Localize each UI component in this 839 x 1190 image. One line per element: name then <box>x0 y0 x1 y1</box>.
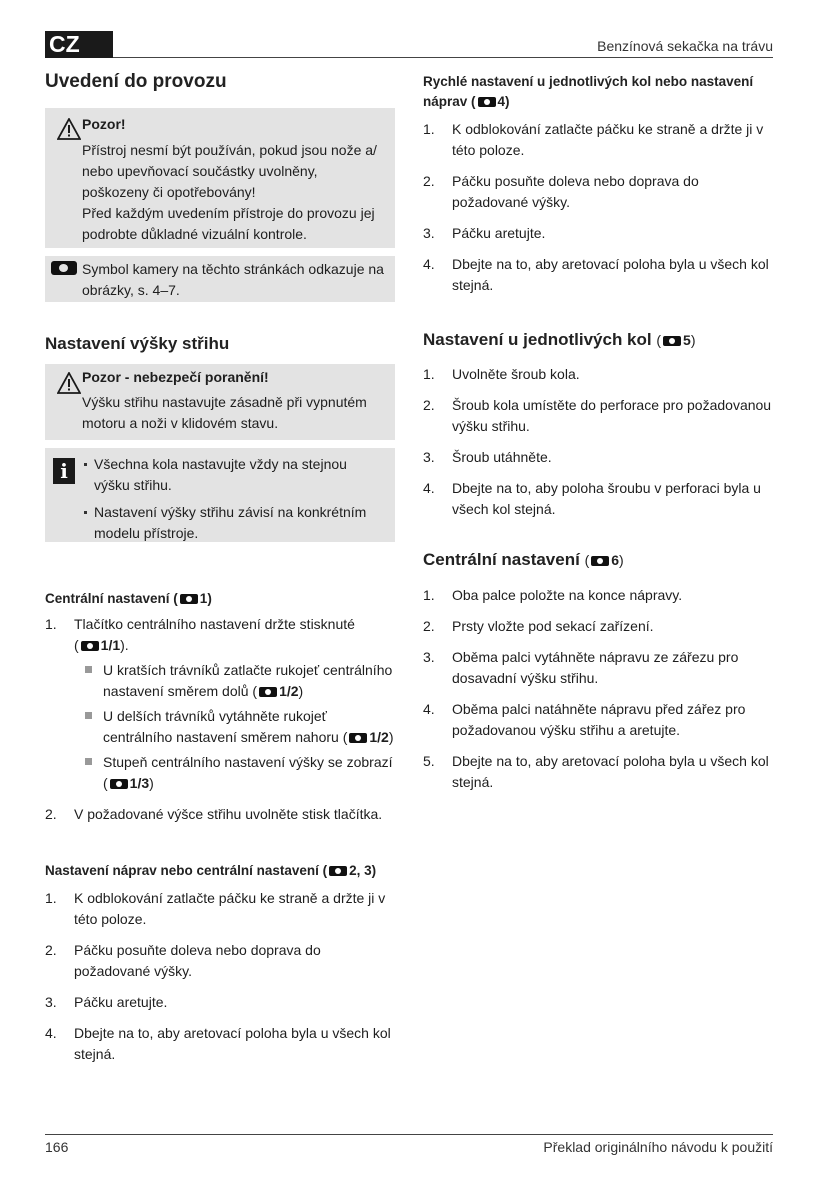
step-item: 3. Šroub utáhněte. <box>423 449 552 465</box>
camera-icon <box>329 866 347 876</box>
step-item: 2. Páčku posuňte doleva nebo doprava do požadované výšky. <box>45 942 321 979</box>
warning-text-2: Před každým uvedením přístroje do provozu jej podrobte důkladné vizuální kontrole. <box>82 205 375 242</box>
section-title-single: Nastavení u jednotlivých kol ( 5) <box>423 330 696 349</box>
camera-note-text: Symbol kamery na těchto stránkách odkazuje na obrázky, s. 4–7. <box>82 261 384 298</box>
step-text: Dbejte na to, aby poloha šroubu v perforaci byla u všech kol stejná. <box>452 480 761 517</box>
step-text: Prsty vložte pod sekací zařízení. <box>452 618 654 634</box>
figure-ref: 2, 3 <box>349 863 372 878</box>
warning-box-injury <box>45 364 395 440</box>
warning-title: Pozor! <box>82 116 126 132</box>
warning-icon <box>57 372 81 394</box>
central-steps <box>45 614 395 835</box>
step-item: 1. K odblokování zatlačte páčku ke straně a držte ji v této poloze. <box>423 121 764 158</box>
step-item: 4. Dbejte na to, aby aretovací poloha byla u všech kol stejná. <box>423 256 769 293</box>
step-item: 1. Uvolněte šroub kola. <box>423 366 580 382</box>
step-item: 2. Prsty vložte pod sekací zařízení. <box>423 618 654 634</box>
step-item: 3. Páčku aretujte. <box>423 225 546 241</box>
camera-note-box <box>45 256 395 302</box>
section-title-text: Centrální nastavení <box>423 550 580 569</box>
sub-step-text: U kratších trávníků zatlačte rukojeť centrálního nastavení směrem dolů ( <box>103 662 393 699</box>
step-item: 5. Dbejte na to, aby aretovací poloha byla u všech kol stejná. <box>423 753 769 790</box>
subheading-text: Nastavení náprav nebo centrální nastavení ( <box>45 863 328 878</box>
warning-box-pozor <box>45 108 395 248</box>
figure-ref: 1/2 <box>279 683 299 699</box>
camera-icon <box>259 687 277 697</box>
step-item: 4. Dbejte na to, aby poloha šroubu v perforaci byla u všech kol stejná. <box>423 480 761 517</box>
camera-icon <box>51 261 77 275</box>
step-text: Šroub kola umístěte do perforace pro požadovanou výšku střihu. <box>452 397 772 434</box>
step-item: 4. Oběma palci natáhněte nápravu před zářez pro požadovanou výšku střihu a aretujte. <box>423 701 746 738</box>
sub-step: U delších trávníků vytáhněte rukojeť centrálního nastavení směrem nahoru ( 1/2) <box>74 706 395 748</box>
step-text: Oba palce položte na konce nápravy. <box>452 587 683 603</box>
step-text: Páčku posuňte doleva nebo doprava do požadované výšky. <box>452 173 699 210</box>
sub-step: Stupeň centrálního nastavení výšky se zobrazí ( 1/3) <box>74 752 395 794</box>
step-text: Páčku aretujte. <box>74 994 168 1010</box>
figure-ref: 5 <box>683 332 691 348</box>
step-item: 3. Oběma palci vytáhněte nápravu ze zářezu pro dosavadní výšku střihu. <box>423 649 739 686</box>
sub-step-text: U delších trávníků vytáhněte rukojeť centrálního nastavení směrem nahoru ( <box>103 708 348 745</box>
camera-icon <box>81 641 99 651</box>
footer-note: Překlad originálního návodu k použití <box>543 1139 773 1155</box>
section-title-uvedeni: Uvedení do provozu <box>45 71 227 92</box>
figure-ref: 6 <box>611 552 620 568</box>
section-title-text: Nastavení u jednotlivých kol <box>423 330 652 349</box>
sub-step: U kratších trávníků zatlačte rukojeť centrálního nastavení směrem dolů ( 1/2) <box>74 660 395 702</box>
subheading-quick: Rychlé nastavení u jednotlivých kol nebo nastavení náprav ( 4) <box>423 74 754 109</box>
step-text: Páčku aretujte. <box>452 225 546 241</box>
warning-icon <box>57 118 81 140</box>
page-number: 166 <box>45 1139 69 1155</box>
step-item: 2. Páčku posuňte doleva nebo doprava do požadované výšky. <box>423 173 699 210</box>
step-text: Dbejte na to, aby aretovací poloha byla u všech kol stejná. <box>452 256 769 293</box>
step-item: 2. V požadované výšce střihu uvolněte stisk tlačítka. <box>45 806 383 822</box>
figure-ref: 4 <box>497 94 506 109</box>
step-item: 1. K odblokování zatlačte páčku ke straně a držte ji v této poloze. <box>45 890 386 927</box>
step-item: 2. Šroub kola umístěte do perforace pro požadovanou výšku střihu. <box>423 397 772 434</box>
camera-icon <box>110 779 128 789</box>
step-item: 1. Oba palce položte na konce nápravy. <box>423 587 683 603</box>
camera-icon <box>478 97 496 107</box>
figure-ref: 1/1 <box>100 637 121 653</box>
info-box <box>45 448 395 542</box>
camera-icon <box>591 556 609 566</box>
warning-title: Pozor - nebezpečí poranění! <box>82 369 269 385</box>
warning-text: Výšku střihu nastavujte zásadně při vypnutém motoru a noži v klidovém stavu. <box>82 394 367 431</box>
step-item: 4. Dbejte na to, aby aretovací poloha byla u všech kol stejná. <box>45 1025 391 1062</box>
sub-step-text: Stupeň centrálního nastavení výšky se zobrazí ( <box>103 754 393 791</box>
header-rule <box>113 57 773 58</box>
figure-ref: 1/2 <box>369 729 389 745</box>
camera-icon <box>180 594 198 604</box>
single-steps <box>423 364 773 530</box>
step-text: Dbejte na to, aby aretovací poloha byla u všech kol stejná. <box>74 1025 391 1062</box>
axle-steps <box>45 888 395 1075</box>
step-text: Páčku posuňte doleva nebo doprava do požadované výšky. <box>74 942 321 979</box>
step-text: Tlačítko centrálního nastavení držte stisknuté <box>74 616 355 632</box>
camera-icon <box>349 733 367 743</box>
warning-text-1: Přístroj nesmí být používán, pokud jsou nože a/ nebo upevňovací součástky uvolněny, poškozeny či opotřebovány! <box>82 142 377 200</box>
step-text: Uvolněte šroub kola. <box>452 366 580 382</box>
footer-rule <box>45 1134 773 1135</box>
header-title: Benzínová sekačka na trávu <box>597 38 773 54</box>
step-item: 3. Páčku aretujte. <box>45 994 168 1010</box>
info-icon: i <box>53 458 75 484</box>
camera-icon <box>663 336 681 346</box>
info-item: Všechna kola nastavujte vždy na stejnou výšku střihu. <box>82 454 385 496</box>
figure-ref: 1 <box>199 591 208 606</box>
section-title-central-right: Centrální nastavení ( 6) <box>423 550 624 569</box>
step-text: Šroub utáhněte. <box>452 449 552 465</box>
step-item: 1. Tlačítko centrálního nastavení držte stisknuté ( 1/1). U kratších trávníků zatlačte rukojeť centrálního nastavení směrem dolů ( 1/2) U delších trávníků vytáhněte rukojeť centrálního nastavení směrem nahoru ( 1/2) Stupeň centrálního nastavení výšky se zobrazí ( 1/3) <box>45 614 395 794</box>
quick-steps <box>423 119 773 306</box>
section-title-nastaveni: Nastavení výšky střihu <box>45 334 230 353</box>
step-text: Oběma palci vytáhněte nápravu ze zářezu pro dosavadní výšku střihu. <box>452 649 739 686</box>
subheading-central: Centrální nastavení ( 1) <box>45 591 212 606</box>
step-text: K odblokování zatlačte páčku ke straně a držte ji v této poloze. <box>74 890 386 927</box>
central-right-steps <box>423 585 773 803</box>
subheading-text: Centrální nastavení ( <box>45 591 178 606</box>
step-text: Dbejte na to, aby aretovací poloha byla u všech kol stejná. <box>452 753 769 790</box>
subheading-text: Rychlé nastavení u jednotlivých kol nebo nastavení náprav ( <box>423 74 754 109</box>
step-text: K odblokování zatlačte páčku ke straně a držte ji v této poloze. <box>452 121 764 158</box>
subheading-axle: Nastavení náprav nebo centrální nastavení ( 2, 3) <box>45 863 377 878</box>
step-text: Oběma palci natáhněte nápravu před zářez pro požadovanou výšku střihu a aretujte. <box>452 701 746 738</box>
language-tab: CZ <box>45 31 113 58</box>
figure-ref: 1/3 <box>129 775 150 791</box>
info-item: Nastavení výšky střihu závisí na konkrétním modelu přístroje. <box>82 502 385 544</box>
step-text: V požadované výšce střihu uvolněte stisk tlačítka. <box>74 806 383 822</box>
